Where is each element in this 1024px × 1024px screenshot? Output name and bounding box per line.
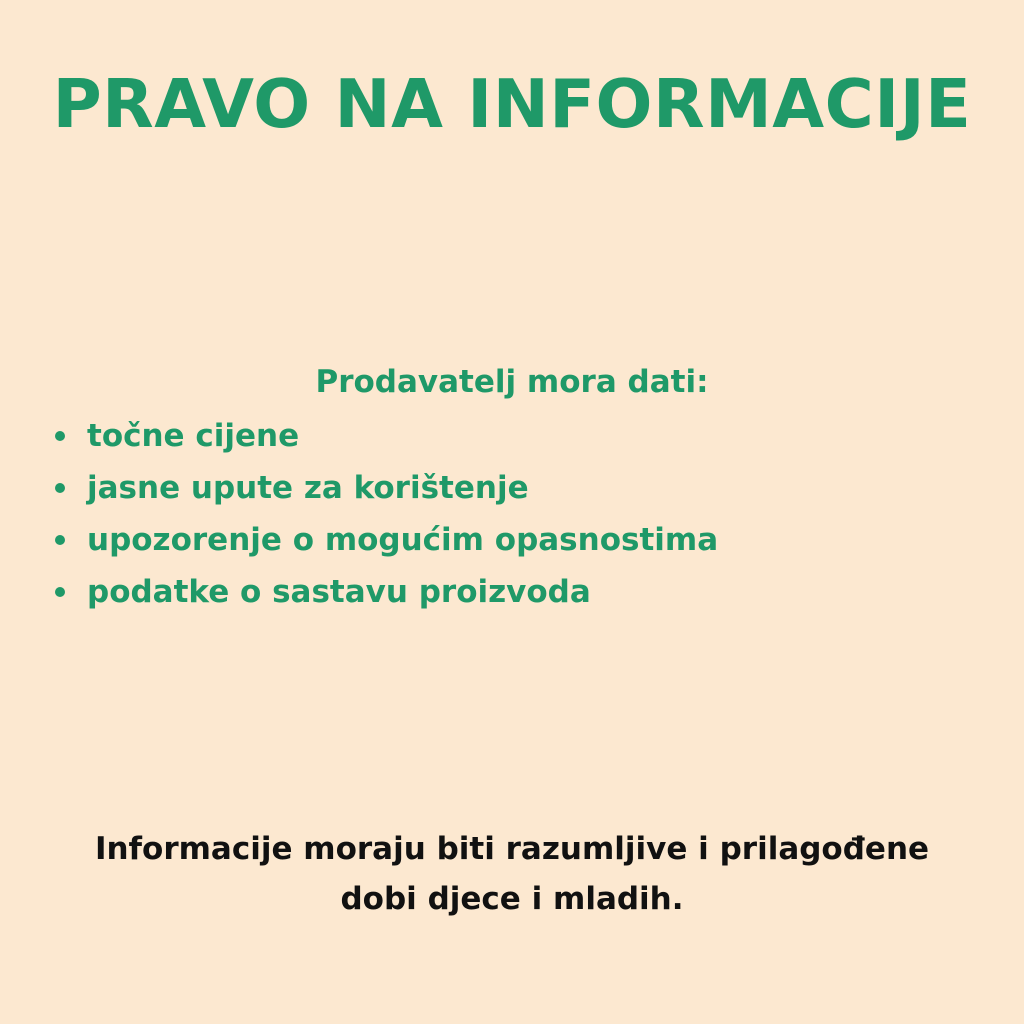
list-item-label: podatke o sastavu proizvoda	[87, 574, 591, 610]
footer-note-line-2: dobi djece i mladih.	[340, 881, 684, 917]
list-item	[55, 514, 718, 566]
footer-note	[40, 824, 984, 924]
bullet-icon	[55, 431, 65, 441]
list-item	[55, 462, 718, 514]
bullet-icon	[55, 587, 65, 597]
list-item-label: jasne upute za korištenje	[87, 470, 529, 506]
list-item-label: točne cijene	[87, 418, 300, 454]
list-heading: Prodavatelj mora dati:	[315, 364, 709, 400]
list-item	[55, 566, 718, 618]
footer-note-line-1: Informacije moraju biti razumljive i prilagođene	[94, 831, 930, 867]
list-item-label: upozorenje o mogućim opasnostima	[87, 522, 719, 558]
list-item	[55, 410, 718, 462]
bullet-icon	[55, 535, 65, 545]
rights-list	[55, 410, 718, 618]
page-title: PRAVO NA INFORMACIJE	[52, 65, 972, 143]
bullet-icon	[55, 483, 65, 493]
